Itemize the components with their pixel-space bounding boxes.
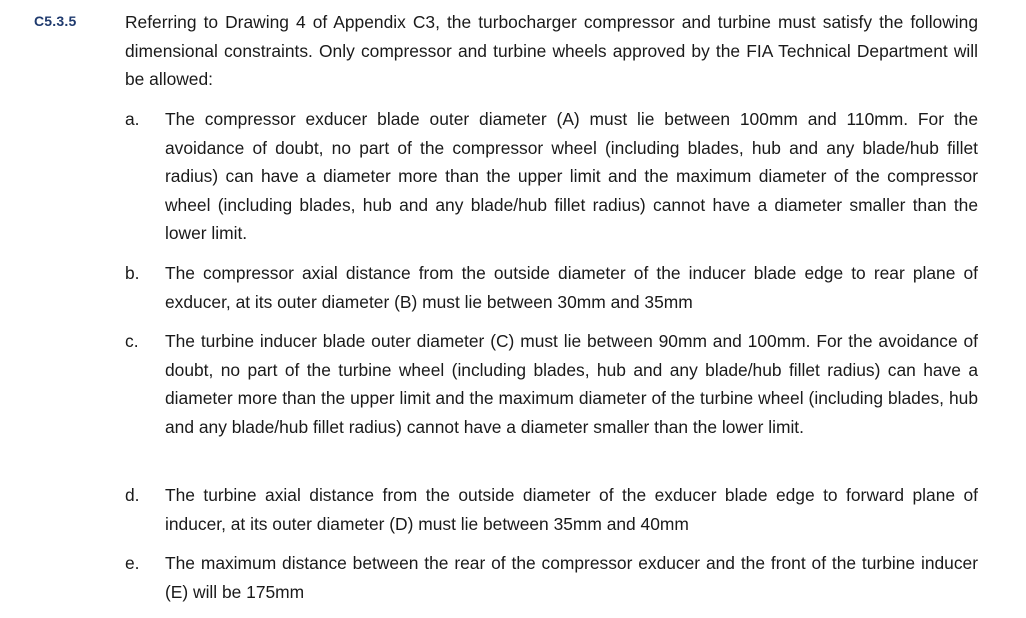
clause-intro: Referring to Drawing 4 of Appendix C3, the turbocharger compressor and turbine must satisfy the following dimensional constraints. Only compressor and turbine wheels approved by the FIA Technical Department will be allowed:: [125, 12, 978, 89]
list-item-letter: b.: [125, 263, 140, 283]
list-item-letter: d.: [125, 485, 140, 505]
list-item-text: The compressor exducer blade outer diameter (A) must lie between 100mm and 110mm. For the avoidance of doubt, no part of the compressor wheel (including blades, hub and any blade/hub fillet radius) can have a diameter more than the upper limit and the maximum diameter of the compressor wheel (including blades, hub and any blade/hub fillet radius) cannot have a diameter smaller than the lower limit.: [165, 109, 978, 243]
list-item-letter: e.: [125, 553, 140, 573]
clause-number: C5.3.5: [34, 13, 77, 29]
list-item-letter: c.: [125, 331, 139, 351]
list-item-text: The turbine axial distance from the outside diameter of the exducer blade edge to forward plane of inducer, at its outer diameter (D) must lie between 35mm and 40mm: [165, 485, 978, 534]
list-item-letter: a.: [125, 109, 140, 129]
list-item-text: The maximum distance between the rear of the compressor exducer and the front of the turbine inducer (E) will be 175mm: [165, 553, 978, 602]
list-item-text: The turbine inducer blade outer diameter (C) must lie between 90mm and 100mm. For the avoidance of doubt, no part of the turbine wheel (including blades, hub and any blade/hub fillet radius) can have a diameter more than the upper limit and the maximum diameter of the turbine wheel (including blades, hub and any blade/hub fillet radius) cannot have a diameter smaller than the lower limit.: [165, 331, 978, 437]
list-item-text: The compressor axial distance from the outside diameter of the inducer blade edge to rear plane of exducer, at its outer diameter (B) must lie between 30mm and 35mm: [165, 263, 978, 312]
